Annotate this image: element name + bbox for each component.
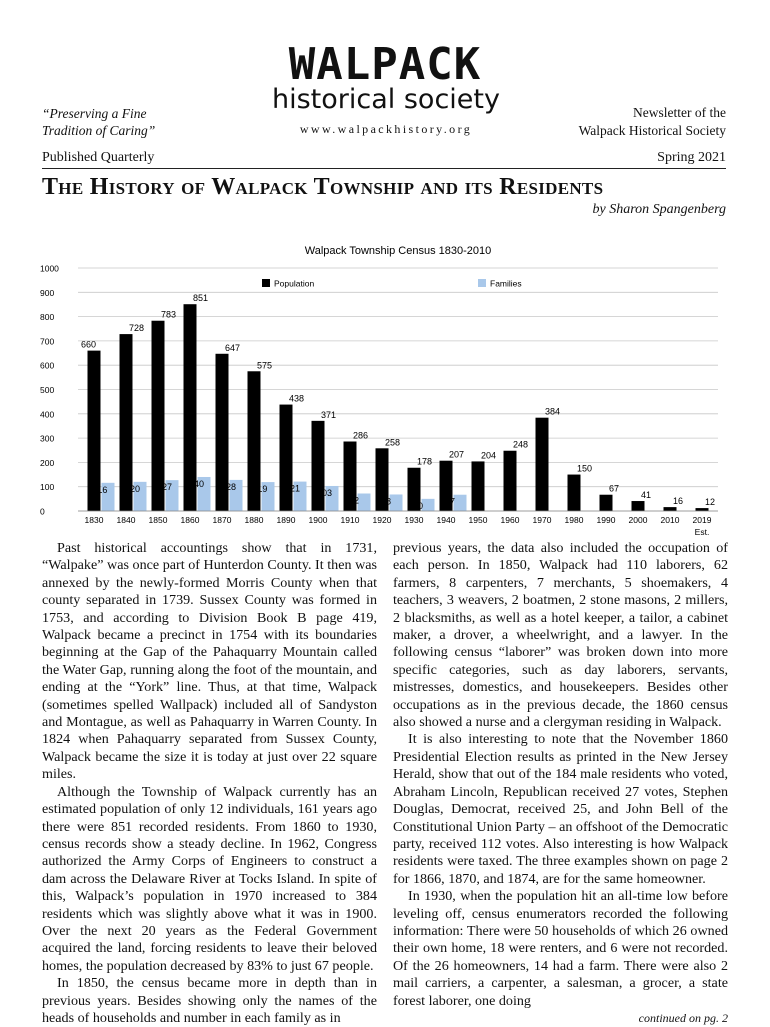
y-tick-label: 700 bbox=[40, 336, 55, 347]
population-value-label: 67 bbox=[609, 483, 620, 494]
population-value-label: 384 bbox=[545, 406, 561, 417]
population-value-label: 258 bbox=[385, 437, 401, 448]
x-tick-note-est: Est. bbox=[694, 527, 710, 537]
y-tick-label: 200 bbox=[40, 457, 55, 468]
families-value-label: 128 bbox=[221, 481, 237, 492]
x-tick-label: 1910 bbox=[340, 515, 360, 525]
families-value-label: 72 bbox=[349, 495, 360, 506]
families-value-label: 50 bbox=[413, 500, 424, 511]
x-tick-label: 1870 bbox=[212, 515, 232, 525]
population-value-label: 150 bbox=[577, 463, 593, 474]
families-bar bbox=[422, 499, 435, 511]
x-tick-label: 1940 bbox=[436, 515, 456, 525]
y-tick-label: 600 bbox=[40, 360, 55, 371]
population-bar bbox=[568, 475, 581, 511]
article-column-right bbox=[393, 540, 728, 1027]
x-tick-label: 1840 bbox=[116, 515, 136, 525]
x-tick-label: 1880 bbox=[244, 515, 264, 525]
tagline-line-1: “Preserving a Fine bbox=[42, 106, 147, 121]
y-tick-label: 100 bbox=[40, 482, 55, 493]
y-tick-label: 400 bbox=[40, 409, 55, 420]
legend-swatch-families bbox=[478, 279, 486, 287]
families-value-label: 121 bbox=[285, 483, 301, 494]
families-bar bbox=[358, 494, 371, 511]
y-tick-label: 800 bbox=[40, 312, 55, 323]
population-bar bbox=[504, 451, 517, 511]
population-bar bbox=[632, 501, 645, 511]
population-value-label: 16 bbox=[673, 496, 684, 507]
population-value-label: 647 bbox=[225, 342, 241, 353]
x-tick-label: 2000 bbox=[628, 515, 648, 525]
chart-title: Walpack Township Census 1830-2010 bbox=[304, 245, 492, 257]
families-value-label: 127 bbox=[157, 482, 173, 493]
publication-frequency: Published Quarterly bbox=[42, 150, 155, 165]
x-tick-label: 1980 bbox=[564, 515, 584, 525]
population-value-label: 12 bbox=[705, 497, 716, 508]
population-value-label: 41 bbox=[641, 490, 652, 501]
x-tick-label: 1950 bbox=[468, 515, 488, 525]
masthead bbox=[0, 0, 770, 217]
population-value-label: 575 bbox=[257, 360, 273, 371]
x-tick-label: 1990 bbox=[596, 515, 616, 525]
population-value-label: 371 bbox=[321, 409, 337, 420]
families-value-label: 103 bbox=[317, 487, 333, 498]
society-logo-subtitle: historical society bbox=[272, 84, 500, 115]
y-tick-label: 0 bbox=[40, 506, 45, 517]
families-value-label: 120 bbox=[125, 483, 141, 494]
y-tick-label: 1000 bbox=[40, 263, 59, 274]
x-tick-label: 1960 bbox=[500, 515, 520, 525]
x-tick-label: 1850 bbox=[148, 515, 168, 525]
population-value-label: 728 bbox=[129, 323, 145, 334]
article-paragraph: Past historical accountings show that in 1731, “Walpake” was once part of Hunterdon County. It then was annexed by the newly-formed Morris County when that county separated in 1739. Sussex County was formed in 1753, and according to Division Book B page 419, Walpack became a precinct in 1754 with its boundaries beginning at the Gap of the Pahaquarry Mountain called the Water Gap, running along the foot of the mountain, and ending at the “York” line. Thus, at that time, Walpack (sometimes spelled Wallpack) included all of Sandyston and Montague, as well as Pahaquarry in Warren County. In 1824 when Pahaquarry separated from Sussex County, Walpack became the size it is today at just over 22 square miles. bbox=[42, 540, 377, 783]
article-column-left bbox=[42, 540, 377, 1027]
x-tick-label: 1920 bbox=[372, 515, 392, 525]
website-url[interactable]: www.walpackhistory.org bbox=[299, 122, 473, 136]
y-tick-label: 300 bbox=[40, 433, 55, 444]
article-byline: by Sharon Spangenberg bbox=[592, 202, 726, 217]
population-value-label: 178 bbox=[417, 456, 433, 467]
population-value-label: 207 bbox=[449, 449, 465, 460]
population-bar bbox=[536, 418, 549, 511]
newsletter-line-2: Walpack Historical Society bbox=[578, 123, 726, 138]
population-value-label: 286 bbox=[353, 430, 369, 441]
population-value-label: 851 bbox=[193, 293, 209, 304]
legend-label-families: Families bbox=[490, 278, 522, 289]
society-logo-title: WALPACK bbox=[288, 39, 482, 90]
families-value-label: 67 bbox=[445, 496, 456, 507]
x-tick-label: 1860 bbox=[180, 515, 200, 525]
population-value-label: 438 bbox=[289, 393, 305, 404]
article-body bbox=[42, 540, 728, 1026]
population-bar bbox=[600, 495, 613, 511]
population-value-label: 204 bbox=[481, 450, 497, 461]
population-bar bbox=[664, 507, 677, 511]
population-value-label: 248 bbox=[513, 439, 529, 450]
population-bar bbox=[280, 405, 293, 511]
population-value-label: 660 bbox=[81, 339, 97, 350]
population-bar bbox=[696, 508, 709, 511]
census-chart bbox=[40, 240, 730, 545]
families-value-label: 140 bbox=[189, 478, 205, 489]
article-paragraph: In 1930, when the population hit an all-time low before leveling off, census enumerators recorded the following information: There were 50 households of which 26 owned their own home, 18 were renters, and 6 were not recorded. Of the 26 homeowners, 14 had a farm. There were also 2 mail carriers, a carpenter, a salesman, a grocer, a state forest laborer, one doing bbox=[393, 888, 728, 1009]
newsletter-line-1: Newsletter of the bbox=[633, 105, 726, 120]
x-tick-label: 1830 bbox=[84, 515, 104, 525]
x-tick-label: 1970 bbox=[532, 515, 552, 525]
x-tick-label: 1900 bbox=[308, 515, 328, 525]
families-value-label: 116 bbox=[93, 484, 108, 495]
article-headline: The History of Walpack Township and its Residents bbox=[42, 174, 604, 200]
families-value-label: 68 bbox=[381, 496, 392, 507]
article-paragraph: Although the Township of Walpack currently has an estimated population of only 12 individuals, 161 years ago there were 851 recorded residents. From 1860 to 1930, census records show a steady decline. In 1962, Congress authorized the Army Corps of Engineers to construct a dam across the Delaware River at Tocks Island. In spite of this, Walpack’s population in 1970 increased to 384 residents which was slightly above what it was in 1900. Over the next 20 years as the Federal Government acquired the land, forcing residents to leave their beloved homes, the population decreased by 83% to just 67 people. bbox=[42, 783, 377, 974]
tagline bbox=[42, 105, 155, 139]
x-tick-label: 2019 bbox=[692, 515, 712, 525]
population-value-label: 783 bbox=[161, 309, 177, 320]
issue-date: Spring 2021 bbox=[657, 150, 726, 165]
y-tick-label: 900 bbox=[40, 287, 55, 298]
article-paragraph: It is also interesting to note that the November 1860 Presidential Election results as printed in the New Jersey Herald, show that out of the 184 male residents who voted, Abraham Lincoln, Republican received 27 votes, Stephen Douglas, Democrat, received 25, and John Bell of the Constitutional Union Party – an offshoot of the Democratic party, received 112 votes. Also interesting is how Walpack residents were taxed. The three examples shown on page 2 for 1866, 1870, and 1874, are for the same homeowner. bbox=[393, 731, 728, 887]
population-bar bbox=[472, 461, 485, 511]
tagline-line-2: Tradition of Caring” bbox=[42, 123, 156, 138]
x-tick-label: 1890 bbox=[276, 515, 296, 525]
masthead-divider bbox=[42, 168, 726, 169]
census-chart-svg bbox=[40, 240, 730, 545]
families-bar bbox=[454, 495, 467, 511]
y-tick-label: 500 bbox=[40, 385, 55, 395]
x-tick-label: 2010 bbox=[660, 515, 680, 525]
families-value-label: 119 bbox=[253, 484, 268, 495]
article-paragraph: In 1850, the census became more in depth than in previous years. Besides showing only the names of the heads of households and number in each family as in bbox=[42, 975, 377, 1026]
continued-note: continued on pg. 2 bbox=[638, 1010, 728, 1025]
legend-swatch-population bbox=[262, 279, 270, 287]
families-bar bbox=[390, 494, 403, 511]
newsletter-label bbox=[506, 104, 726, 140]
article-paragraph: previous years, the data also included the occupation of each person. In 1850, Walpack had 110 laborers, 62 farmers, 8 carpenters, 7 merchants, 5 shoemakers, 4 teachers, 3 weavers, 2 boatmen, 2 stone masons, 2 millers, 2 blacksmiths, as well as a hotel keeper, a tailor, a cabinet maker, a drover, a wheelwright, and a lawyer. In the following census “laborer” was broken down into more specific categories, such as day laborers, servants, mistresses, domestics, and housekeepers. Besides other occupations as in the previous decade, the 1860 census also showed a nurse and a clergyman residing in Walpack. bbox=[393, 540, 728, 731]
x-tick-label: 1930 bbox=[404, 515, 424, 525]
legend-label-population: Population bbox=[274, 278, 315, 289]
